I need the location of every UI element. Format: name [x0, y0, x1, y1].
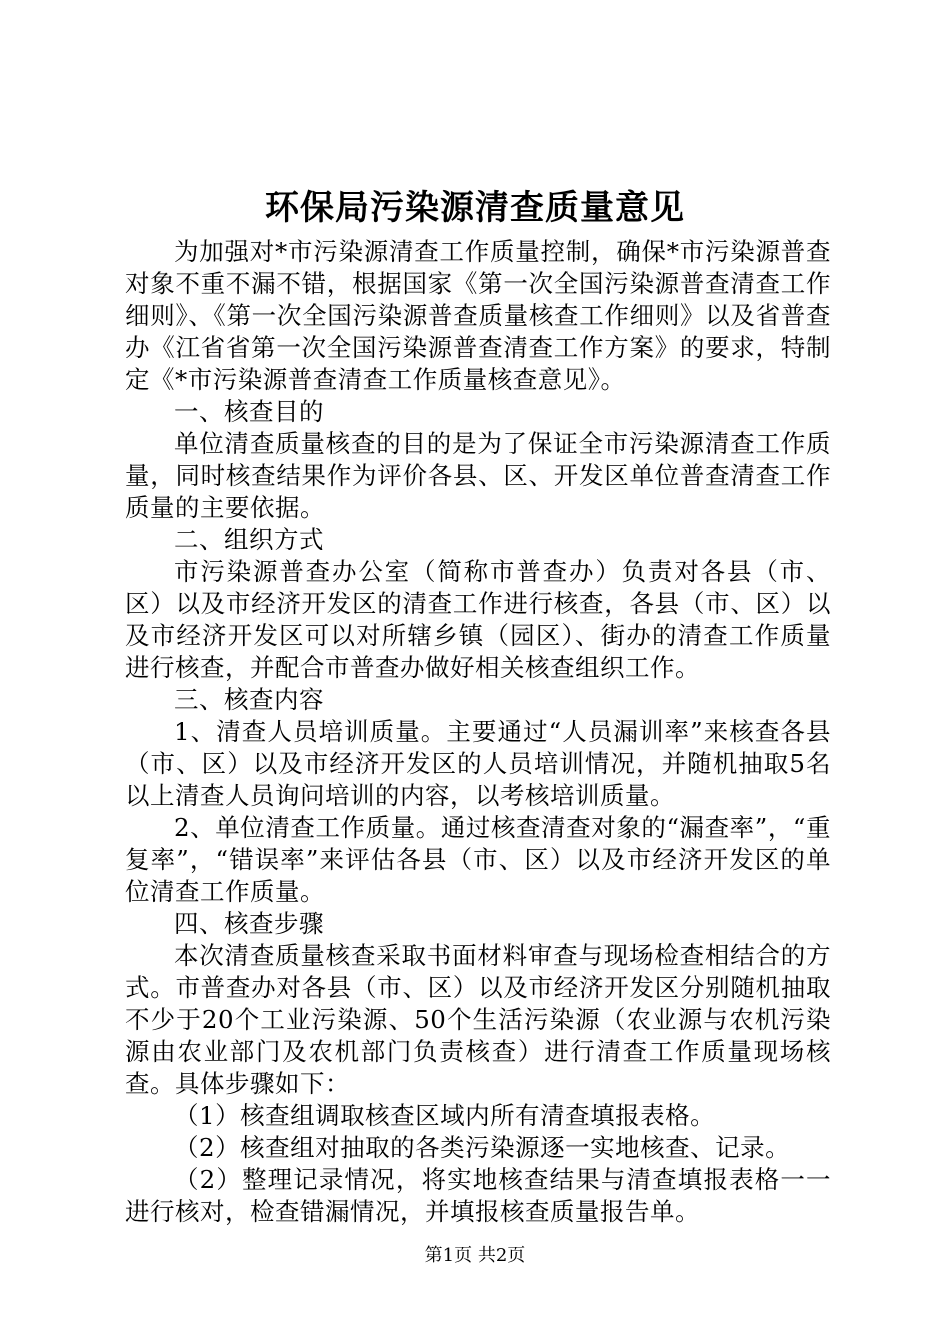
step-item-1: （1）核查组调取核查区域内所有清查填报表格。: [174, 1101, 716, 1130]
purpose-paragraph: 单位清查质量核查的目的是为了保证全市污染源清查工作质量，同时核查结果作为评价各县、区、开发区单位普查清查工作质量的主要依据。: [125, 429, 831, 522]
document-title: 环保局污染源清查质量意见: [265, 188, 685, 228]
step-item-3: （2）整理记录情况，将实地核查结果与清查填报表格一一进行核对，检查错漏情况，并填报核查质量报告单。: [125, 1165, 831, 1226]
document-body: [125, 236, 831, 1228]
organization-paragraph: 市污染源普查办公室（简称市普查办）负责对各县（市、区）以及市经济开发区的清查工作进行核查，各县（市、区）以及市经济开发区可以对所辖乡镇（园区）、街办的清查工作质量进行核查，并配合市普查办做好相关核查组织工作。: [125, 557, 831, 682]
page-footer: 第1页 共2页: [424, 1245, 526, 1266]
content-item-1: 1、清查人员培训质量。主要通过“人员漏训率”来核查各县（市、区）以及市经济开发区的人员培训情况，并随机抽取5名以上清查人员询问培训的内容，以考核培训质量。: [125, 717, 831, 810]
section-heading-purpose: 一、核查目的: [174, 397, 324, 426]
intro-paragraph: 为加强对*市污染源清查工作质量控制，确保*市污染源普查对象不重不漏不错，根据国家《第一次全国污染源普查清查工作细则》、《第一次全国污染源普查质量核查工作细则》以及省普查办《江省省第一次全国污染源普查清查工作方案》的要求，特制定《*市污染源普查清查工作质量核查意见》。: [125, 237, 831, 394]
content-item-2: 2、单位清查工作质量。通过核查清查对象的“漏查率”，“重复率”，“错误率”来评估各县（市、区）以及市经济开发区的单位清查工作质量。: [125, 813, 831, 906]
step-item-2: （2）核查组对抽取的各类污染源逐一实地核查、记录。: [174, 1133, 791, 1162]
section-heading-organization: 二、组织方式: [174, 525, 324, 554]
section-heading-content: 三、核查内容: [174, 685, 324, 714]
steps-paragraph: 本次清查质量核查采取书面材料审查与现场检查相结合的方式。市普查办对各县（市、区）以及市经济开发区分别随机抽取不少于20个工业污染源、50个生活污染源（农业源与农机污染源由农业部门及农机部门负责核查）进行清查工作质量现场核查。具体步骤如下：: [125, 941, 831, 1098]
section-heading-steps: 四、核查步骤: [174, 909, 324, 938]
